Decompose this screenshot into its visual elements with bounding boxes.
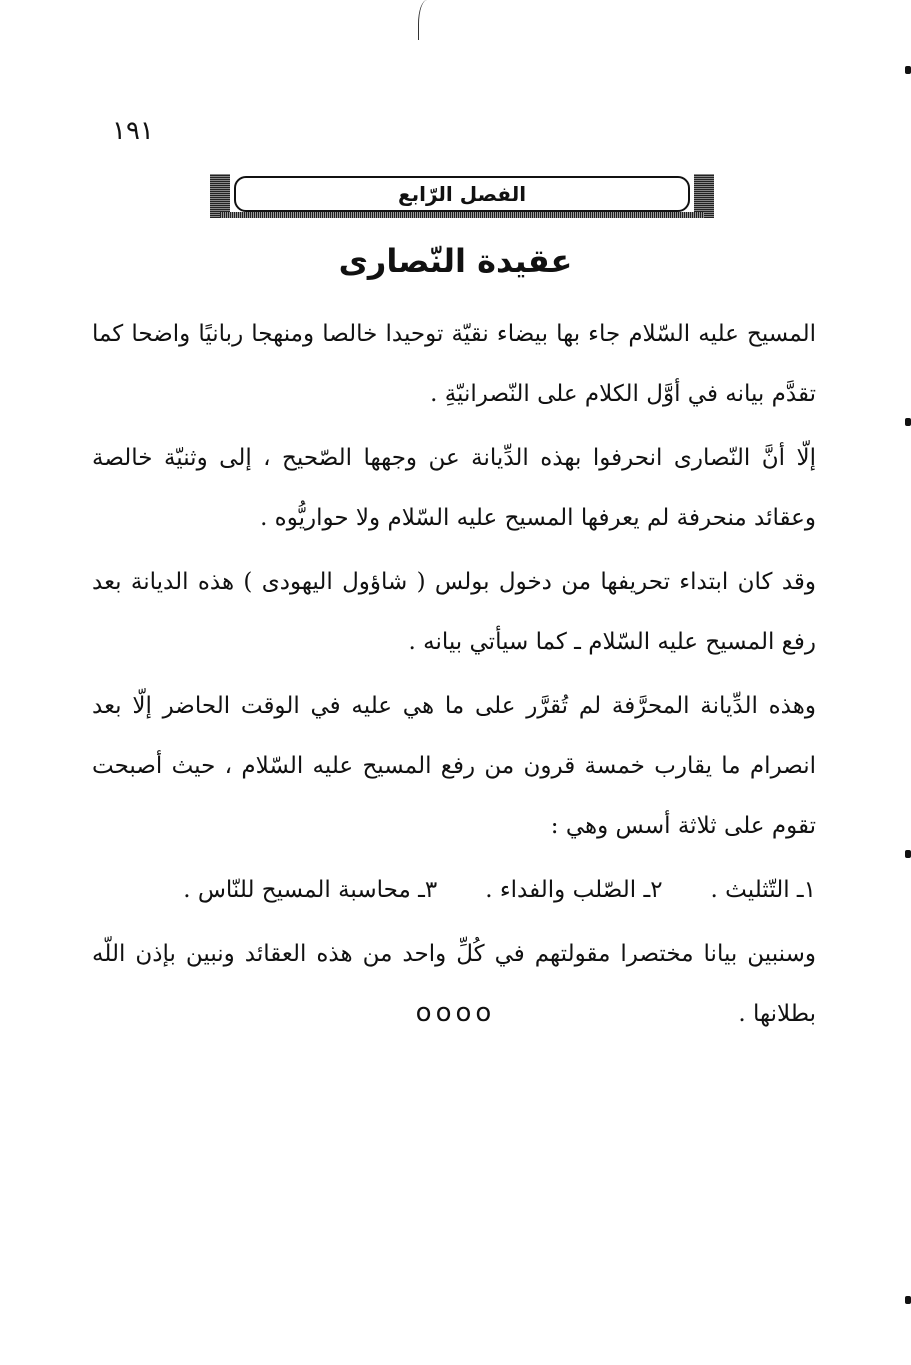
tenets-list <box>92 860 816 920</box>
paragraph: وقد كان ابتداء تحريفها من دخول بولس ( شاؤول اليهودى ) هذه الديانة بعد رفع المسيح عليه السّلام ـ كما سيأتي بيانه . <box>92 569 816 655</box>
banner-base <box>220 212 704 218</box>
list-item: ٢ـ الصّلب والفداء . <box>485 877 663 903</box>
edge-mark <box>905 66 911 74</box>
section-end-ornament: oooo <box>415 998 496 1028</box>
edge-mark <box>905 850 911 858</box>
paragraph: المسيح عليه السّلام جاء بها بيضاء نقيّة توحيدا خالصا ومنهجا ربانيًا واضحا كما تقدَّم بيانه في أوَّل الكلام على النّصرانيّةِ . <box>92 321 816 407</box>
chapter-label: الفصل الرّابع <box>397 182 527 206</box>
chapter-banner <box>210 174 714 218</box>
chapter-label-box <box>234 176 690 212</box>
section-title: عقيدة النّصارى <box>338 242 573 280</box>
list-item: ١ـ التّثليث . <box>710 877 816 903</box>
paragraph: وهذه الدِّيانة المحرَّفة لم تُقرَّر على ما هي عليه في الوقت الحاضر إلّا بعد انصرام ما يقارب خمسة قرون من رفع المسيح عليه السّلام ، حيث أصبحت تقوم على ثلاثة أسس وهي : <box>92 693 816 839</box>
closing-paragraph: وسنبين بيانا مختصرا مقولتهم في كُلِّ واحد من هذه العقائد ونبين بإذن اللّه بطلانها . <box>92 941 816 1027</box>
edge-mark <box>905 418 911 426</box>
stray-pen-mark <box>418 0 433 40</box>
page-number: ١٩١ <box>112 116 154 146</box>
edge-mark <box>905 1296 911 1304</box>
paragraph: إلّا أنَّ النّصارى انحرفوا بهذه الدِّيانة عن وجهها الصّحيح ، إلى وثنيّة خالصة وعقائد منحرفة لم يعرفها المسيح عليه السّلام ولا حواريُّوه . <box>92 445 816 531</box>
list-item: ٣ـ محاسبة المسيح للنّاس . <box>183 877 438 903</box>
body-text <box>92 304 816 1048</box>
